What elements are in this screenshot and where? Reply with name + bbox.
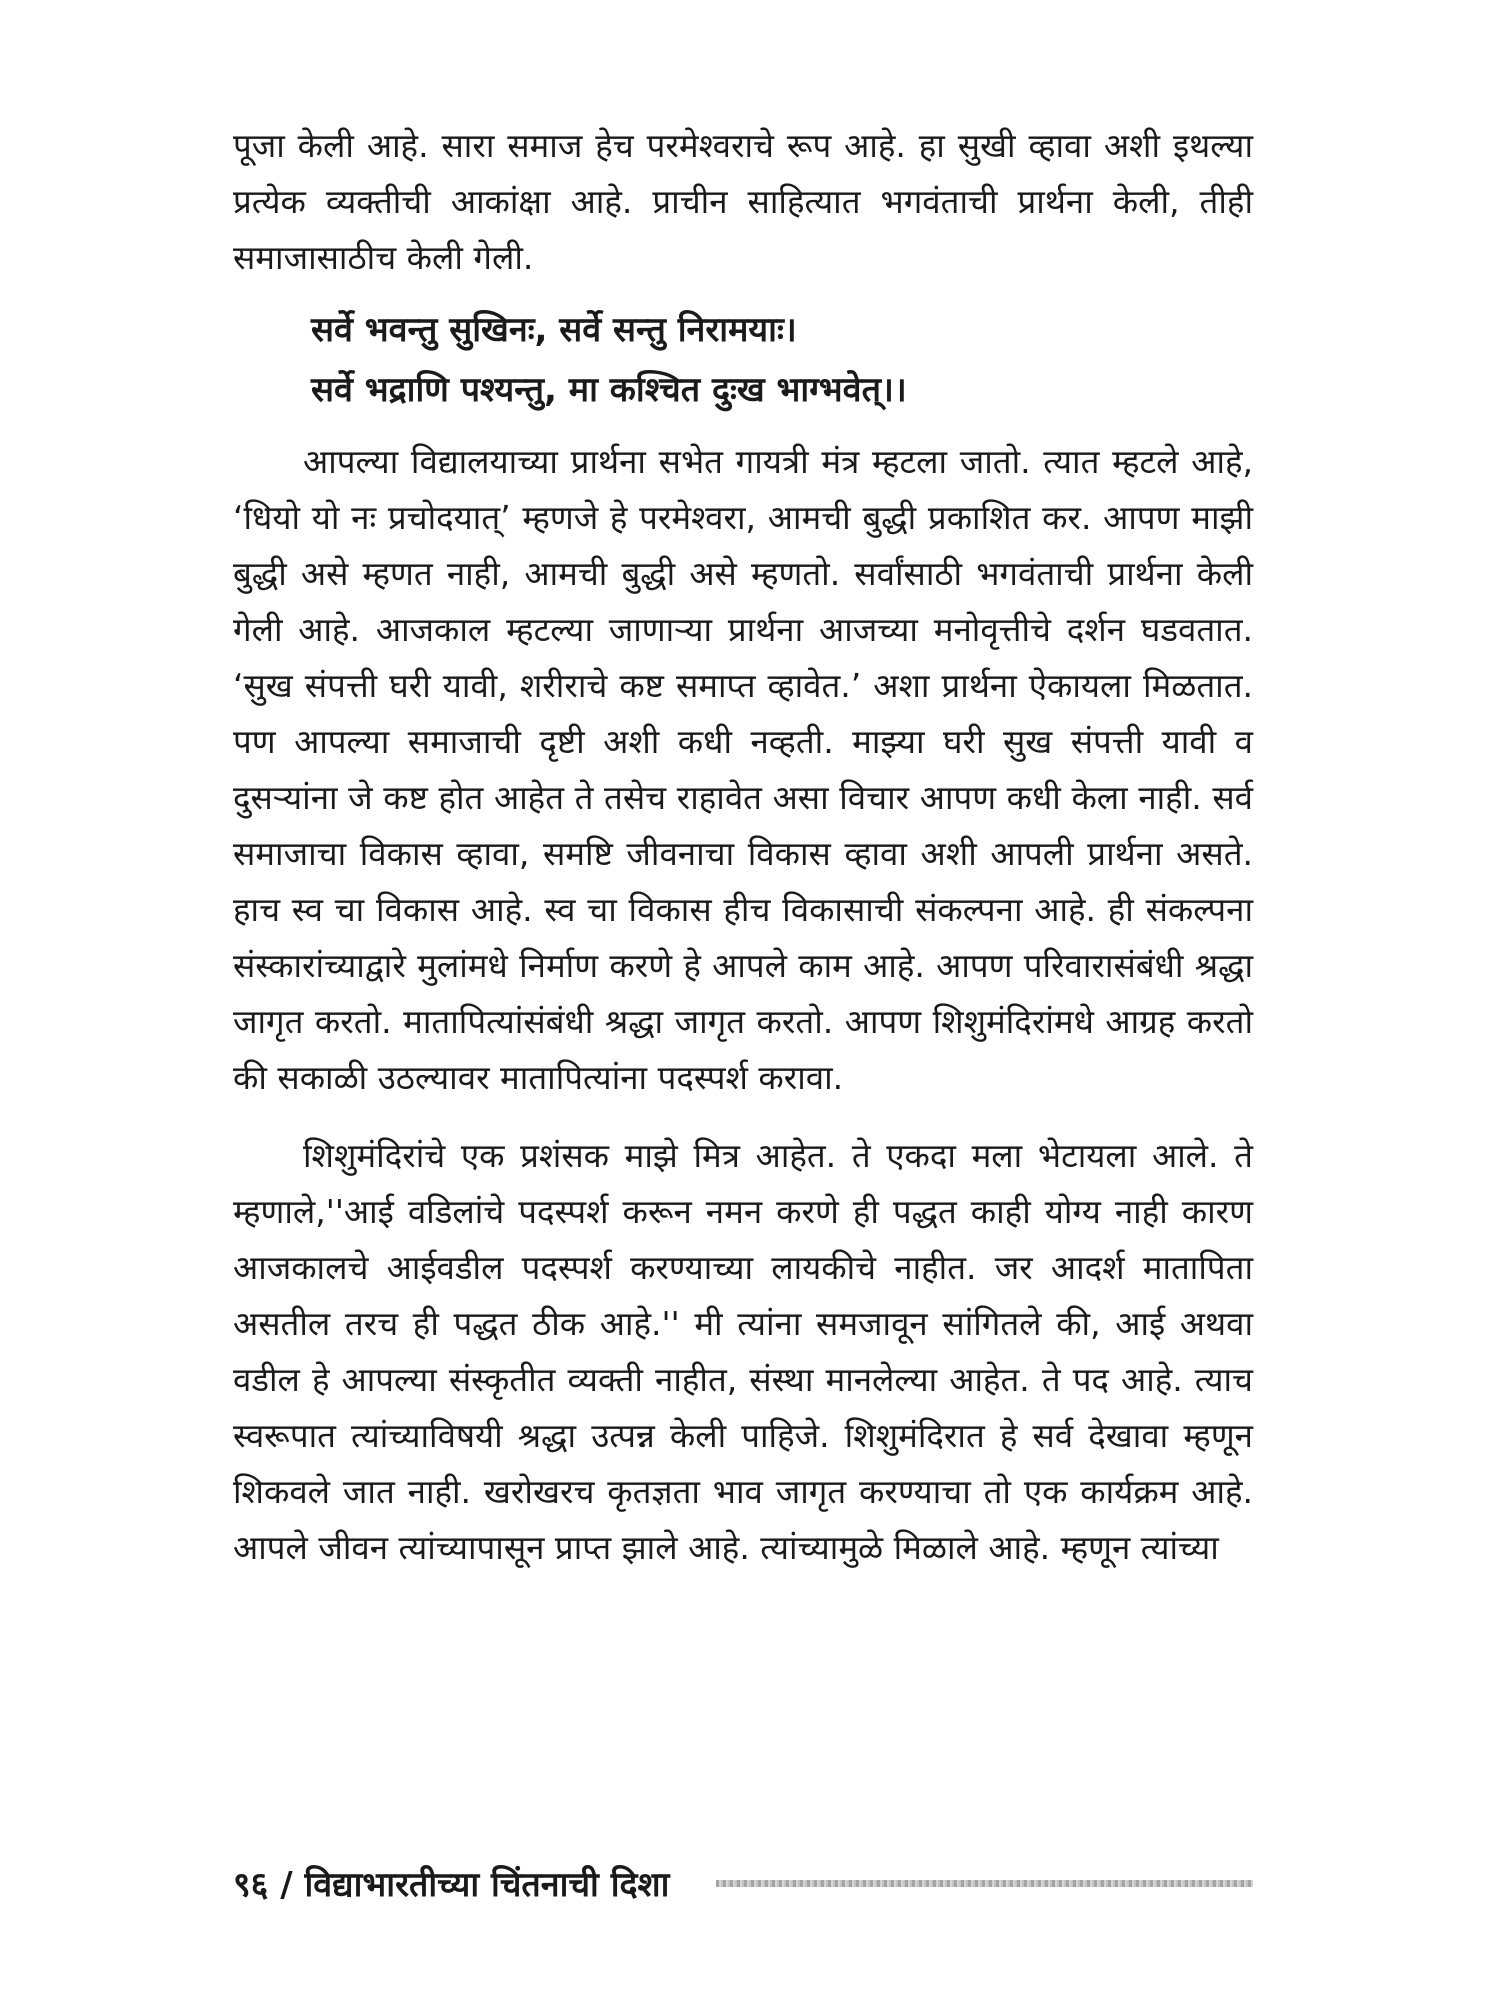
footer-rule (716, 1880, 1254, 1887)
footer-page-title: ९६ / विद्याभारतीच्या चिंतनाची दिशा (233, 1865, 670, 1905)
page-footer (233, 1855, 1253, 1911)
page-body (233, 118, 1253, 1576)
shloka-line-1: सर्वे भवन्तु सुखिनः, सर्वे सन्तु निरामयाः। (311, 310, 797, 350)
shloka-line-2: सर्वे भद्राणि पश्यन्तु, मा कश्चित दुःख भाग्भवेत्।। (311, 370, 907, 410)
paragraph-1: पूजा केली आहे. सारा समाज हेच परमेश्वराचे रूप आहे. हा सुखी व्हावा अशी इथल्या प्रत्येक व्यक्तीची आकांक्षा आहे. प्राचीन साहित्यात भगवंताची प्रार्थना केली, तीही समाजासाठीच केली गेली. (233, 126, 1253, 277)
paragraph-2: आपल्या विद्यालयाच्या प्रार्थना सभेत गायत्री मंत्र म्हटला जातो. त्यात म्हटले आहे, ‘धियो यो नः प्रचोदयात्’ म्हणजे हे परमेश्वरा, आमची बुद्धी प्रकाशित कर. आपण माझी बुद्धी असे म्हणत नाही, आमची बुद्धी असे म्हणतो. सर्वांसाठी भगवंताची प्रार्थना केली गेली आहे. आजकाल म्हटल्या जाणाऱ्या प्रार्थना आजच्या मनोवृत्तीचे दर्शन घडवतात. ‘सुख संपत्ती घरी यावी, शरीराचे कष्ट समाप्त व्हावेत.’ अशा प्रार्थना ऐकायला मिळतात. पण आपल्या समाजाची दृष्टी अशी कधी नव्हती. माझ्या घरी सुख संपत्ती यावी व दुसऱ्यांना जे कष्ट होत आहेत ते तसेच राहावेत असा विचार आपण कधी केला नाही. सर्व समाजाचा विकास व्हावा, समष्टि जीवनाचा विकास व्हावा अशी आपली प्रार्थना असते. हाच स्व चा विकास आहे. स्व चा विकास हीच विकासाची संकल्पना आहे. ही संकल्पना संस्कारांच्याद्वारे मुलांमधे निर्माण करणे हे आपले काम आहे. आपण परिवारासंबंधी श्रद्धा जागृत करतो. मातापित्यांसंबंधी श्रद्धा जागृत करतो. आपण शिशुमंदिरांमधे आग्रह करतो की सकाळी उठल्यावर मातापित्यांना पदस्पर्श करावा. (233, 442, 1253, 1097)
paragraph-3: शिशुमंदिरांचे एक प्रशंसक माझे मित्र आहेत. ते एकदा मला भेटायला आले. ते म्हणाले,''आई वडिलांचे पदस्पर्श करून नमन करणे ही पद्धत काही योग्य नाही कारण आजकालचे आईवडील पदस्पर्श करण्याच्या लायकीचे नाहीत. जर आदर्श मातापिता असतील तरच ही पद्धत ठीक आहे.'' मी त्यांना समजावून सांगितले की, आई अथवा वडील हे आपल्या संस्कृतीत व्यक्ती नाहीत, संस्था मानलेल्या आहेत. ते पद आहे. त्याच स्वरूपात त्यांच्याविषयी श्रद्धा उत्पन्न केली पाहिजे. शिशुमंदिरात हे सर्व देखावा म्हणून शिकवले जात नाही. खरोखरच कृतज्ञता भाव जागृत करण्याचा तो एक कार्यक्रम आहे. आपले जीवन त्यांच्यापासून प्राप्त झाले आहे. त्यांच्यामुळे मिळाले आहे. म्हणून त्यांच्या (233, 1136, 1253, 1567)
shloka (311, 300, 1253, 420)
